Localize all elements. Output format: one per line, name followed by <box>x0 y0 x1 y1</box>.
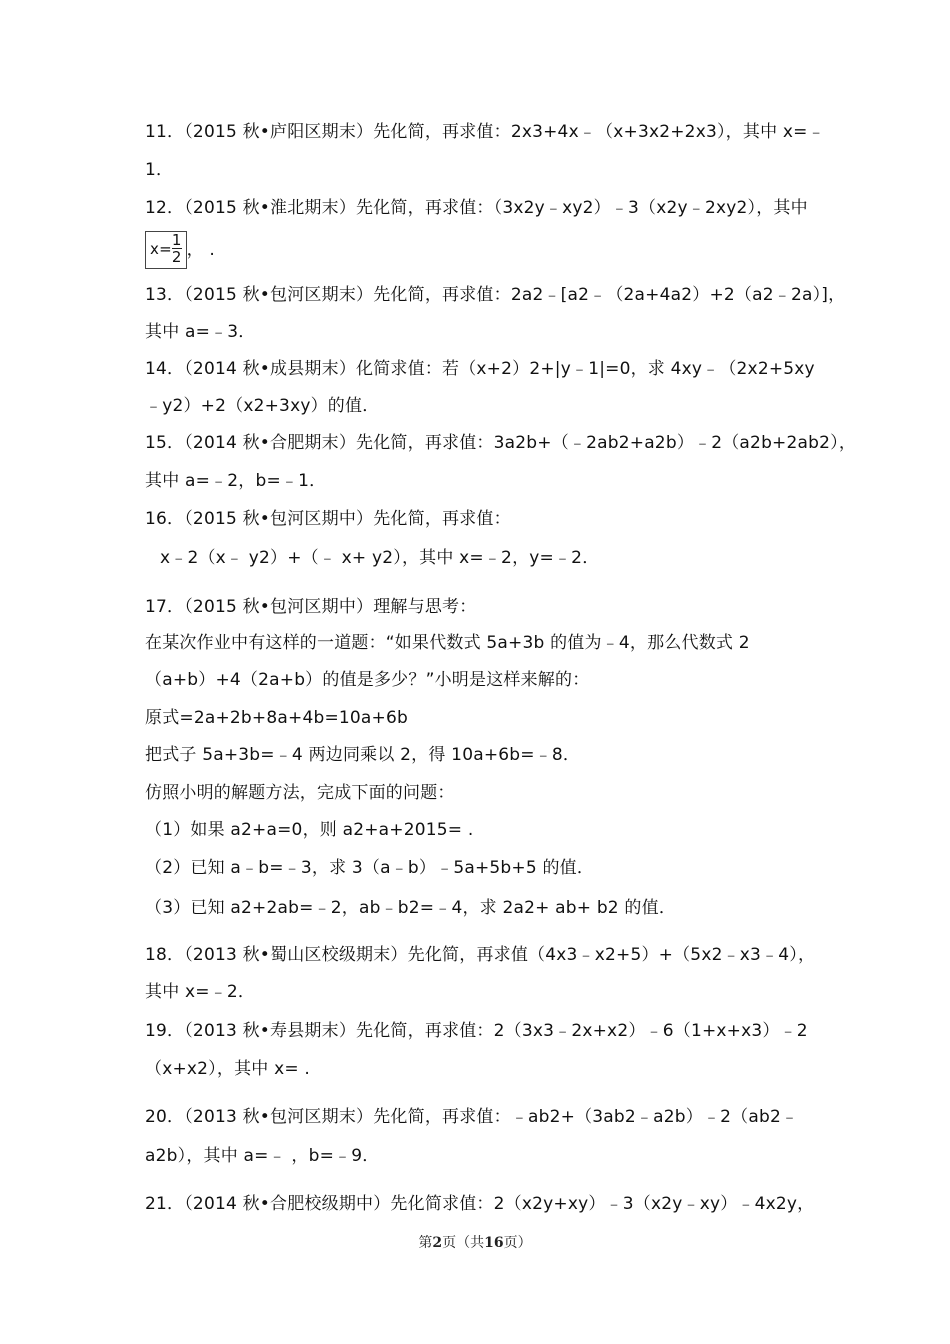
q13-line-2: 其中 a=﹣3． <box>145 322 256 342</box>
q13-line-1: 13．（2015 秋•包河区期末）先化简，再求值：2a2﹣[a2﹣（2a+4a2）+2（a2﹣2a）]， <box>145 285 846 305</box>
footer-prefix: 第 <box>418 1235 433 1251</box>
q11-line-1: 11．（2015 秋•庐阳区期末）先化简，再求值：2x3+4x﹣（x+3x2+2x3），其中 x=﹣ <box>145 122 825 142</box>
q15-line-2: 其中 a=﹣2，b=﹣1． <box>145 471 327 491</box>
q17-line-1: 17．（2015 秋•包河区期中）理解与思考： <box>145 597 477 617</box>
fraction <box>172 232 182 265</box>
q17-line-4: 原式=2a+2b+8a+4b=10a+6b <box>145 708 409 728</box>
page-footer <box>0 1232 950 1252</box>
q17-line-3: （a+b）+4（2a+b）的值是多少？”小明是这样来解的： <box>145 670 590 690</box>
q15-line-1: 15．（2014 秋•合肥期末）先化简，再求值：3a2b+（﹣2ab2+a2b）﹣2（a2b+2ab2）， <box>145 433 857 453</box>
q17-part-1: （1）如果 a2+a=0，则 a2+a+2015= . <box>145 820 474 840</box>
q19-line-1: 19．（2013 秋•寿县期末）先化简，再求值：2（3x3﹣2x+x2）﹣6（1+x+x3）﹣2 <box>145 1021 808 1041</box>
q17-line-5: 把式子 5a+3b=﹣4 两边同乘以 2，得 10a+6b=﹣8． <box>145 745 581 765</box>
footer-page-number: 2 <box>432 1235 443 1251</box>
q12-fraction-image <box>145 231 187 269</box>
q17-part-2: （2）已知 a﹣b=﹣3，求 3（a﹣b）﹣5a+5b+5 的值． <box>145 858 595 878</box>
q18-line-1: 18．（2013 秋•蜀山区校级期末）先化简，再求值（4x3﹣x2+5）+（5x2﹣x3﹣4）， <box>145 945 816 965</box>
q17-line-6: 仿照小明的解题方法，完成下面的问题： <box>145 783 455 803</box>
q14-line-2: ﹣y2）+2（x2+3xy）的值． <box>145 396 380 416</box>
q12-line-2-text: ， . <box>186 240 216 260</box>
q20-line-1: 20．（2013 秋•包河区期末）先化简，再求值：﹣ab2+（3ab2﹣a2b）﹣2（ab2﹣ <box>145 1107 799 1127</box>
q20-line-2: a2b），其中 a=﹣ ，b=﹣9． <box>145 1146 380 1166</box>
fraction-numerator: 1 <box>171 231 182 249</box>
fraction-denominator: 2 <box>171 248 182 266</box>
fraction-var: x= <box>150 239 172 258</box>
footer-suffix: 页） <box>503 1235 532 1251</box>
q11-line-2: 1． <box>145 160 174 180</box>
q17-line-2: 在某次作业中有这样的一道题：“如果代数式 5a+3b 的值为﹣4，那么代数式 2 <box>145 633 750 653</box>
footer-total-pages: 16 <box>484 1235 504 1251</box>
q19-line-2: （x+x2），其中 x= . <box>145 1059 310 1079</box>
q16-line-2: x﹣2（x﹣ y2）+（﹣ x+ y2），其中 x=﹣2，y=﹣2． <box>160 548 600 568</box>
q17-part-3: （3）已知 a2+2ab=﹣2，ab﹣b2=﹣4，求 2a2+ ab+ b2 的值． <box>145 898 677 918</box>
q16-line-1: 16．（2015 秋•包河区期中）先化简，再求值： <box>145 509 511 529</box>
q12-line-1: 12．（2015 秋•淮北期末）先化简，再求值：（3x2y﹣xy2）﹣3（x2y﹣2xy2），其中 <box>145 198 808 218</box>
q21-line-1: 21．（2014 秋•合肥校级期中）先化简求值：2（x2y+xy）﹣3（x2y﹣xy）﹣4x2y， <box>145 1194 815 1214</box>
footer-mid: 页（共 <box>442 1235 485 1251</box>
q14-line-1: 14．（2014 秋•成县期末）化简求值：若（x+2）2+|y﹣1|=0，求 4xy﹣（2x2+5xy <box>145 359 815 379</box>
q18-line-2: 其中 x=﹣2． <box>145 982 256 1002</box>
q12-line-2 <box>145 231 215 269</box>
